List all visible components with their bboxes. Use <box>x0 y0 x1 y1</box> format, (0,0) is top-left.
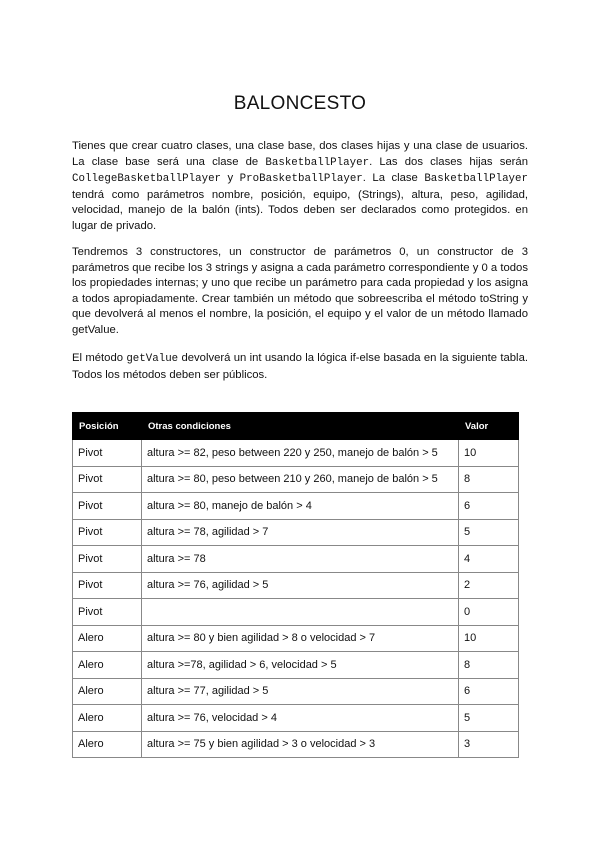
cell-position: Alero <box>73 625 142 652</box>
header-value: Valor <box>459 413 519 440</box>
cell-conditions: altura >=78, agilidad > 6, velocidad > 5 <box>142 652 459 679</box>
text: . La clase <box>362 172 425 185</box>
class-name: BasketballPlayer <box>265 156 370 169</box>
table-row <box>73 440 519 467</box>
cell-value: 4 <box>459 546 519 573</box>
cell-position: Pivot <box>73 493 142 520</box>
text: y <box>221 172 240 185</box>
cell-conditions: altura >= 80, peso between 210 y 260, manejo de balón > 5 <box>142 466 459 493</box>
cell-position: Pivot <box>73 440 142 467</box>
method-name: getValue <box>126 353 179 365</box>
cell-value: 5 <box>459 705 519 732</box>
table-row <box>73 599 519 626</box>
value-table <box>72 412 519 758</box>
cell-position: Pivot <box>73 599 142 626</box>
cell-conditions: altura >= 76, velocidad > 4 <box>142 705 459 732</box>
table-row <box>73 493 519 520</box>
table-row <box>73 678 519 705</box>
table-row <box>73 731 519 758</box>
cell-value: 2 <box>459 572 519 599</box>
cell-position: Pivot <box>73 519 142 546</box>
cell-conditions: altura >= 78 <box>142 546 459 573</box>
cell-position: Pivot <box>73 572 142 599</box>
table-row <box>73 572 519 599</box>
page-title: BALONCESTO <box>233 93 367 114</box>
cell-value: 5 <box>459 519 519 546</box>
text: tendrá como parámetros nombre, posición, equipo, (Strings), altura, peso, agilidad, velocidad, manejo de la balón (ints). Todos deben ser declarados como protegidos. en lugar de privado. <box>72 188 528 232</box>
cell-position: Pivot <box>73 466 142 493</box>
table-row <box>73 466 519 493</box>
cell-value: 8 <box>459 466 519 493</box>
cell-value: 8 <box>459 652 519 679</box>
cell-value: 10 <box>459 440 519 467</box>
cell-value: 6 <box>459 493 519 520</box>
cell-position: Alero <box>73 705 142 732</box>
cell-position: Alero <box>73 678 142 705</box>
cell-value: 3 <box>459 731 519 758</box>
text: El método <box>72 352 127 364</box>
intro-paragraph <box>72 139 528 235</box>
cell-position: Alero <box>73 652 142 679</box>
cell-value: 0 <box>459 599 519 626</box>
cell-conditions: altura >= 80, manejo de balón > 4 <box>142 493 459 520</box>
text: Tienes que crear cuatro clases, una clase base, dos clases hijas y una clase de usuarios. La clase base será una clase de <box>72 140 528 168</box>
cell-value: 10 <box>459 625 519 652</box>
cell-position: Pivot <box>73 546 142 573</box>
getvalue-paragraph <box>72 351 528 383</box>
class-name: BasketballPlayer <box>424 173 528 186</box>
table-row <box>73 625 519 652</box>
cell-position: Alero <box>73 731 142 758</box>
class-name: ProBasketballPlayer <box>239 173 363 186</box>
table-row <box>73 705 519 732</box>
cell-conditions <box>142 599 459 626</box>
cell-conditions: altura >= 82, peso between 220 y 250, manejo de balón > 5 <box>142 440 459 467</box>
table-row <box>73 652 519 679</box>
cell-value: 6 <box>459 678 519 705</box>
table-row <box>73 519 519 546</box>
constructors-paragraph: Tendremos 3 constructores, un constructor de parámetros 0, un constructor de 3 parámetros que recibe los 3 strings y asigna a cada parámetro correspondiente y 0 a todos los propiedades internas; y uno que recibe un parámetro para cada propiedad y los asigna a todos apropiadamente. Crear también un método que sobreescriba el método toString y que devolverá al menos el nombre, la posición, el equipo y el valor de un método llamado getValue. <box>72 246 528 336</box>
table-header-row <box>73 413 519 440</box>
cell-conditions: altura >= 78, agilidad > 7 <box>142 519 459 546</box>
cell-conditions: altura >= 75 y bien agilidad > 3 o velocidad > 3 <box>142 731 459 758</box>
table-row <box>73 546 519 573</box>
cell-conditions: altura >= 80 y bien agilidad > 8 o velocidad > 7 <box>142 625 459 652</box>
text: devolverá un int usando la lógica if-else basada en la siguiente tabla. Todos los métodos deben ser públicos. <box>72 352 528 381</box>
cell-conditions: altura >= 76, agilidad > 5 <box>142 572 459 599</box>
header-position: Posición <box>73 413 142 440</box>
text: . Las dos clases hijas serán <box>369 155 528 168</box>
class-name: CollegeBasketballPlayer <box>72 173 222 186</box>
header-conditions: Otras condiciones <box>142 413 459 440</box>
cell-conditions: altura >= 77, agilidad > 5 <box>142 678 459 705</box>
